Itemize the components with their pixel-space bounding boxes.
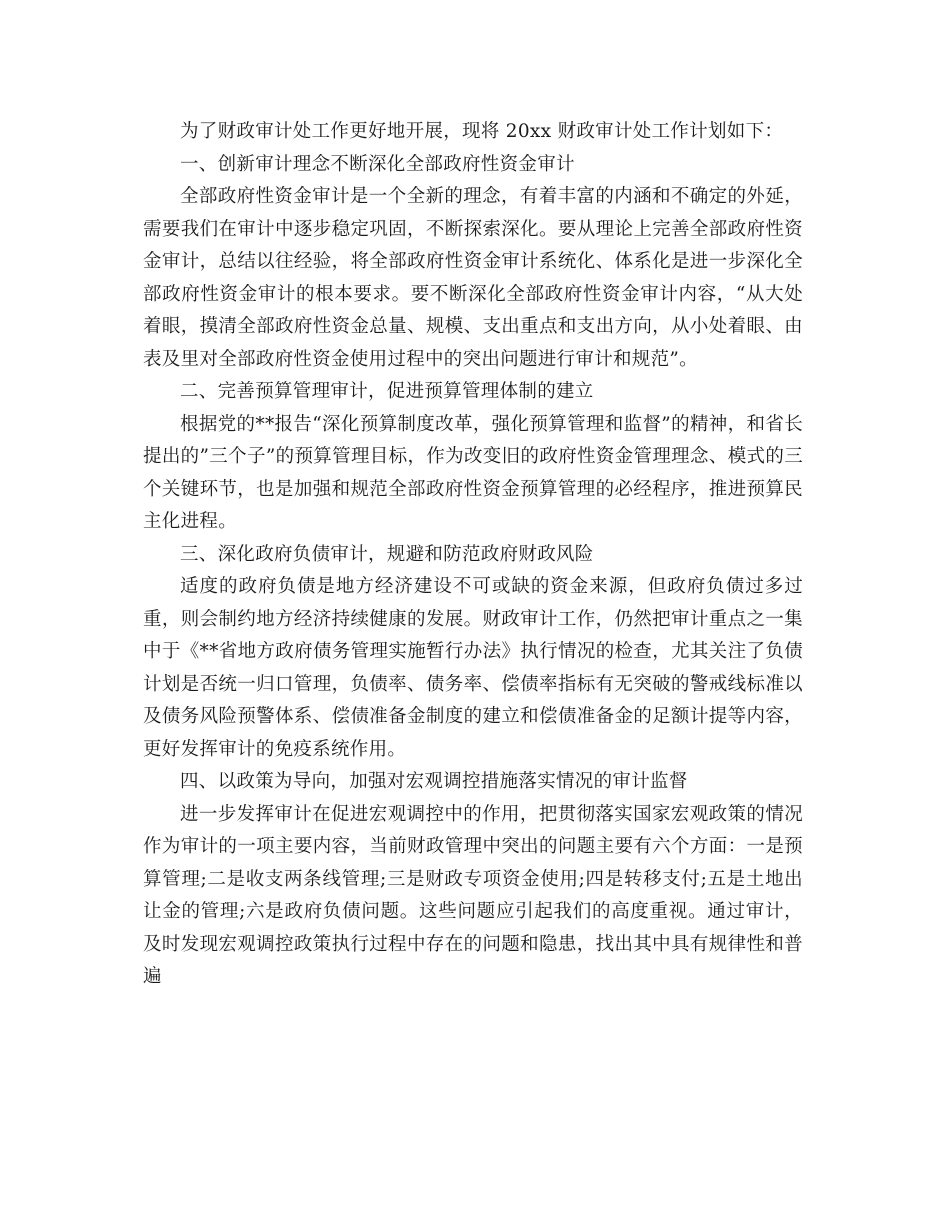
section-2-body: 根据党的**报告“深化预算制度改革，强化预算管理和监督”的精神，和省长提出的”三个子”的预算管理目标，作为改变旧的政府性资金管理理念、模式的三个关键环节，也是加强和规范全部政府性资金预算管理的必经程序，推进预算民主化进程。	[143, 413, 803, 532]
section-4-body: 进一步发挥审计在促进宏观调控中的作用，把贯彻落实国家宏观政策的情况作为审计的一项主要内容，当前财政管理中突出的问题主要有六个方面：一是预算管理;二是收支两条线管理;三是财政专项资金使用;四是转移支付;五是土地出让金的管理;六是政府负债问题。这些问题应引起我们的高度重视。通过审计，及时发现宏观调控政策执行过程中存在的问题和隐患，找出其中具有规律性和普遍	[143, 803, 803, 987]
intro-paragraph: 为了财政审计处工作更好地开展，现将 20xx 财政审计处工作计划如下：	[180, 121, 784, 142]
section-1-body: 全部政府性资金审计是一个全新的理念，有着丰富的内涵和不确定的外延，需要我们在审计中逐步稳定巩固，不断探索深化。要从理论上完善全部政府性资金审计，总结以往经验，将全部政府性资金审计系统化、体系化是进一步深化全部政府性资金审计的根本要求。要不断深化全部政府性资金审计内容，“从大处着眼，摸清全部政府性资金总量、规模、支出重点和支出方向，从小处着眼、由表及里对全部政府性资金使用过程中的突出问题进行审计和规范”。	[143, 186, 803, 370]
section-4-heading: 四、以政策为导向，加强对宏观调控措施落实情况的审计监督	[180, 771, 688, 792]
document-body	[143, 116, 803, 994]
section-2-heading: 二、完善预算管理审计，促进预算管理体制的建立	[180, 381, 594, 402]
section-3-heading: 三、深化政府负债审计，规避和防范政府财政风险	[180, 543, 594, 565]
section-3-body: 适度的政府负债是地方经济建设不可或缺的资金来源，但政府负债过多过重，则会制约地方经济持续健康的发展。财政审计工作，仍然把审计重点之一集中于《**省地方政府债务管理实施暂行办法》执行情况的检查，尤其关注了负债计划是否统一归口管理，负债率、债务率、偿债率指标有无突破的警戒线标准以及债务风险预警体系、偿债准备金制度的建立和偿债准备金的足额计提等内容，更好发挥审计的免疫系统作用。	[143, 576, 803, 760]
section-1-heading: 一、创新审计理念不断深化全部政府性资金审计	[180, 153, 575, 175]
